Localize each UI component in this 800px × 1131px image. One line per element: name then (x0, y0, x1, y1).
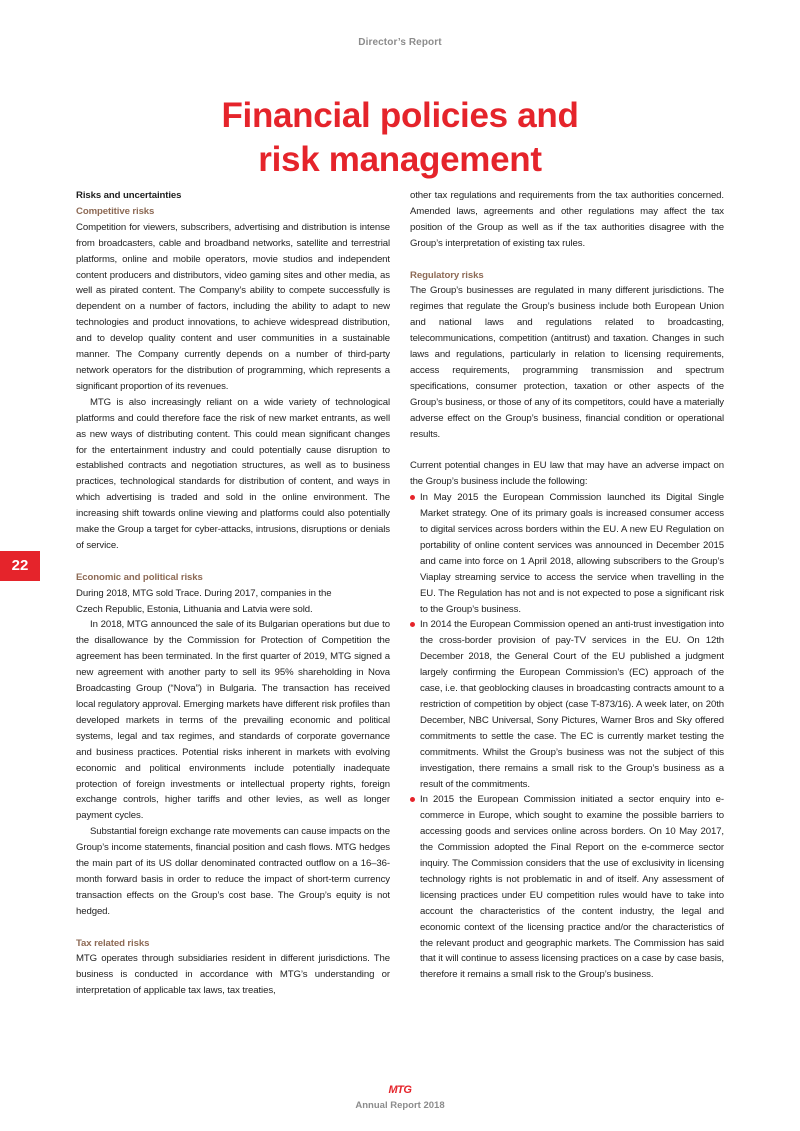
bullet-dot-icon (410, 622, 415, 627)
paragraph-tax-continued: other tax regulations and requirements from the tax authorities concerned. Amended laws, agreements and other regulations may affect the tax position of the Group as well as if the tax authorities disagree with the Group’s interpretation of existing tax rules. (410, 190, 724, 249)
section-header: Director’s Report (358, 37, 442, 48)
eu-changes-list (410, 490, 724, 983)
paragraph-economic-1-line-a: During 2018, MTG sold Trace. During 2017, companies in the (76, 587, 332, 599)
heading-regulatory-risks: Regulatory risks (410, 269, 484, 281)
heading-economic-political-risks: Economic and political risks (76, 571, 203, 583)
paragraph-competitive-1: Competition for viewers, subscribers, advertising and distribution is intense from broadcasters, cable and broadband networks, satellite and terrestrial platforms, online and mobile operators, movie studios and independent content producers and distributors, video gaming sites and other media, as well as pirated content. The Company’s ability to compete successfully is dependent on a number of factors, including the ability to adapt to new technologies and product innovations, to achieve widespread distribution, and to develop quality content and user communities in a sustainable manner. The Company currently depends on a number of third-party network operators for the distribution of programming, which represents a significant proportion of its revenues. (76, 221, 390, 392)
paragraph-competitive-2: MTG is also increasingly reliant on a wide variety of technological platforms and could therefore face the risk of new market entrants, as well as new ways of distributing content. This could mean significant changes for the entertainment industry and could potentially cause disruption to established contracts and negotiation structures, as well as to business practices, technological standards for distribution of content, and ways in which advertising is traded and sold in the online environment. The increasing shift towards online viewing and platforms could also potentially make the Group a target for cyber-attacks, intrusions, disruptions or denials of service. (76, 396, 390, 551)
mtg-logo: MTG (388, 1084, 412, 1096)
annual-report-label: Annual Report 2018 (355, 1100, 445, 1111)
left-column (76, 188, 390, 999)
page-title-line-2: risk management (258, 140, 542, 179)
heading-tax-risks: Tax related risks (76, 937, 150, 949)
paragraph-tax: MTG operates through subsidiaries resident in different jurisdictions. The business is conducted in accordance with MTG’s understanding or interpretation of applicable tax laws, tax treaties, (76, 953, 390, 997)
list-item-text: In May 2015 the European Commission launched its Digital Single Market strategy. One of its primary goals is increased consumer access to digital services across borders within the EU. A new EU Regulation on portability of online content services was announced in December 2015 and came into force on 1 April 2018, allowing subscribers to the Group’s Viaplay streaming service to access the service when travelling in the EU. The Regulation has not and is not expected to pose a significant risk to the Group’s business. (420, 492, 724, 615)
paragraph-regulatory: The Group’s businesses are regulated in many different jurisdictions. The regimes that regulate the Group’s business include both European Union and national laws and regulations related to broadcasting, telecommunications, competition (antitrust) and taxation. Changes in such laws and regulations, particularly in relation to licensing requirements, access requirements, programming transmission and spectrum specifications, consumer protection, taxation or other aspects of the Group’s business, or those of any of its competitors, could have a materially adverse effect on the Group’s business, financial condition or operational results. (410, 285, 724, 440)
bullet-dot-icon (410, 495, 415, 500)
page-title (0, 94, 800, 182)
paragraph-economic-3: Substantial foreign exchange rate movements can cause impacts on the Group’s income statements, financial position and cash flows. MTG hedges the main part of its US dollar denominated contracted outflow on a 16–36-month forward basis in order to reduce the impact of short-term currency transaction effects on the Group’s cost base. The Group’s equity is not hedged. (76, 826, 390, 917)
paragraph-economic-1-line-b: Czech Republic, Estonia, Lithuania and Latvia were sold. (76, 603, 313, 615)
page-number-tab: 22 (0, 551, 40, 581)
list-item (410, 617, 724, 792)
list-item (410, 490, 724, 617)
heading-competitive-risks: Competitive risks (76, 205, 155, 217)
paragraph-eu-intro: Current potential changes in EU law that may have an adverse impact on the Group’s business include the following: (410, 460, 724, 488)
bullet-dot-icon (410, 797, 415, 802)
list-item-text: In 2014 the European Commission opened an anti-trust investigation into the cross-border provision of pay-TV services in the EU. On 12th December 2018, the General Court of the EU published a judgment largely confirming the European Commission’s (EC) approach of the case, i.e. that geoblocking clauses in broadcasting contracts amount to a restriction of competition by object (case T-873/16). A week later, on 20th December, NBC Universal, Sony Pictures, Warner Bros and Sky offered commitments to settle the case. The EC is currently market testing the commitments. Whilst the Group’s business was not the subject of this investigation, there remains a small risk to the Group’s business as a result of the commitments. (420, 619, 724, 790)
page-footer (0, 1080, 800, 1111)
list-item-text: In 2015 the European Commission initiated a sector enquiry into e-commerce in Europe, which sought to examine the possible barriers to accessing goods and services online across borders. On 10 May 2017, the Commission adopted the Final Report on the e-commerce sector inquiry. The Commission considers that the use of exclusivity in licensing technology rights is not problematic in and of itself. Any assessment of licensing practices under EU competition rules would have to take into account the characteristics of the content industry, the legal and economic context of the licensing practice and/or the characteristics of the relevant product and geographic markets. The Commission has said that it will continue to assess licensing practices on a case by case basis, therefore it remains a small risk to the Group’s business. (420, 794, 724, 981)
paragraph-economic-2: In 2018, MTG announced the sale of its Bulgarian operations but due to the disallowance by the Commission for Protection of Competition the agreement has been terminated. In the first quarter of 2019, MTG signed a new agreement with another party to sell its 95% shareholding in Nova Broadcasting Group (“Nova”) in Bulgaria. The transaction has received local regulatory approval. Emerging markets have different risk profiles than developed markets in terms of the prevailing economic and political systems, legal and tax regimes, and standards of corporate governance and business practices. Potential risks inherent in markets with evolving economic and political environments include potentially inadequate protection of foreign investments or intellectual property rights, foreign exchange controls, higher tariffs and other levies, as well as longer payment cycles. (76, 619, 390, 822)
heading-risks-uncertainties: Risks and uncertainties (76, 190, 182, 201)
page-title-line-1: Financial policies and (221, 96, 579, 135)
list-item (410, 792, 724, 983)
right-column (410, 188, 724, 983)
